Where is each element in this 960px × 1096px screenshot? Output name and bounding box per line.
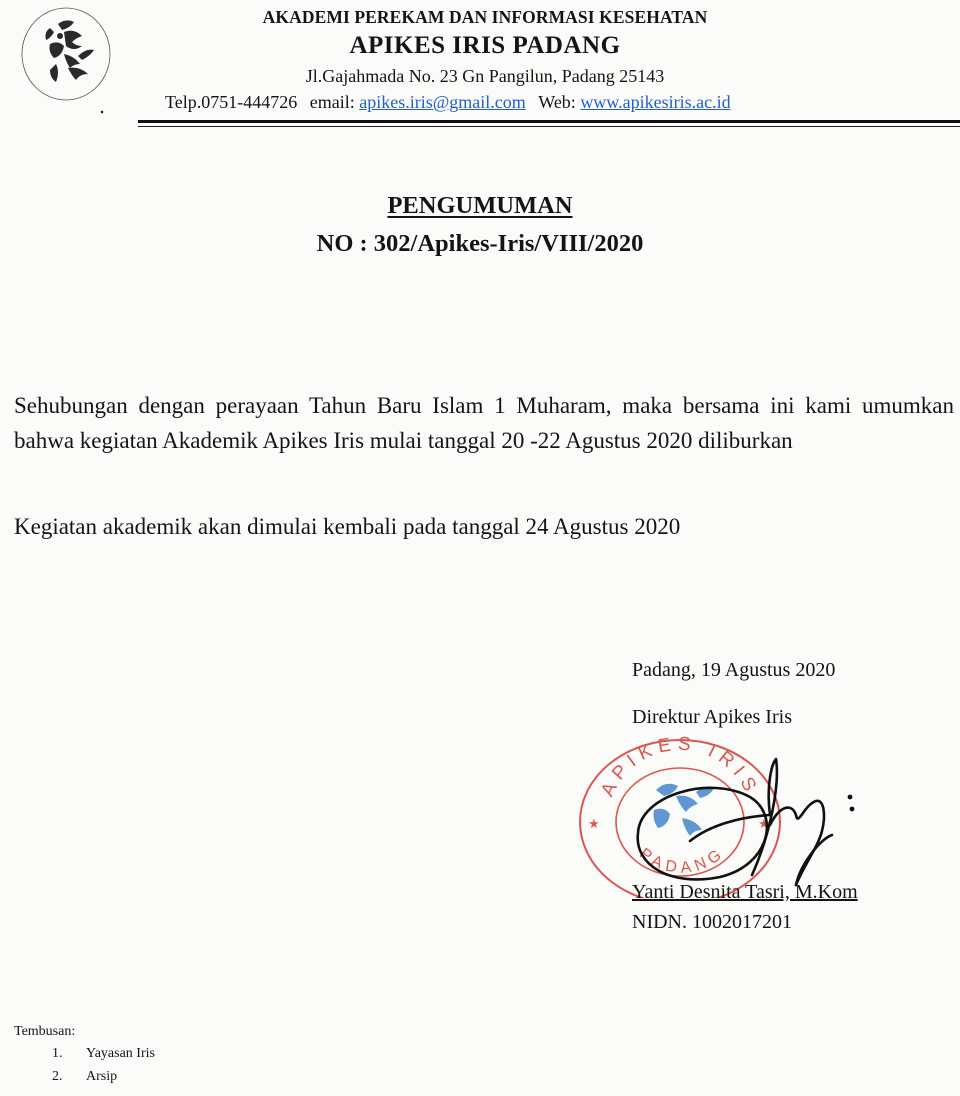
signatory-name: Yanti Desnita Tasri, M.Kom — [632, 881, 858, 903]
email-link[interactable]: apikes.iris@gmail.com — [359, 92, 526, 112]
cc-item-number: 2. — [52, 1069, 63, 1084]
phone-number: Telp.0751-444726 — [165, 92, 298, 112]
garuda-emblem-icon — [20, 6, 112, 114]
institution-address: Jl.Gajahmada No. 23 Gn Pangilun, Padang 25143 — [305, 66, 665, 86]
resume-paragraph: Kegiatan akademik akan dimulai kembali pada tanggal 24 Agustus 2020 — [14, 514, 681, 539]
cc-list-item — [52, 1046, 155, 1062]
email-label: email: — [309, 92, 355, 112]
document-number: NO : 302/Apikes-Iris/VIII/2020 — [316, 230, 644, 257]
website-link[interactable]: www.apikesiris.ac.id — [580, 92, 731, 112]
place-date: Padang, 19 Agustus 2020 — [632, 659, 836, 681]
cc-list-item — [52, 1069, 117, 1085]
letterhead-divider-thin — [138, 126, 960, 127]
svg-text:APIKES IRIS: APIKES IRIS — [597, 733, 763, 801]
letterhead-divider — [138, 120, 960, 123]
contact-line — [165, 92, 731, 113]
cc-item-number: 1. — [52, 1046, 63, 1061]
svg-text:PADANG: PADANG — [636, 843, 729, 877]
web-label: Web: — [538, 92, 576, 112]
cc-item-text: Yayasan Iris — [86, 1046, 155, 1061]
announcement-paragraph: Sehubungan dengan perayaan Tahun Baru Islam 1 Muharam, maka bersama ini kami umumkan bahwa kegiatan Akademik Apikes Iris mulai tanggal 20 -22 Agustus 2020 diliburkan — [14, 393, 954, 453]
cc-label: Tembusan: — [14, 1024, 76, 1039]
signatory-position: Direktur Apikes Iris — [632, 706, 792, 728]
institution-name: APIKES IRIS PADANG — [349, 32, 621, 59]
organization-name: AKADEMI PEREKAM DAN INFORMASI KESEHATAN — [262, 7, 708, 27]
svg-text:★: ★ — [588, 817, 600, 832]
signatory-nidn: NIDN. 1002017201 — [632, 911, 792, 933]
document-title: PENGUMUMAN — [387, 192, 573, 219]
cc-item-text: Arsip — [86, 1069, 118, 1084]
svg-text:★: ★ — [758, 817, 770, 832]
